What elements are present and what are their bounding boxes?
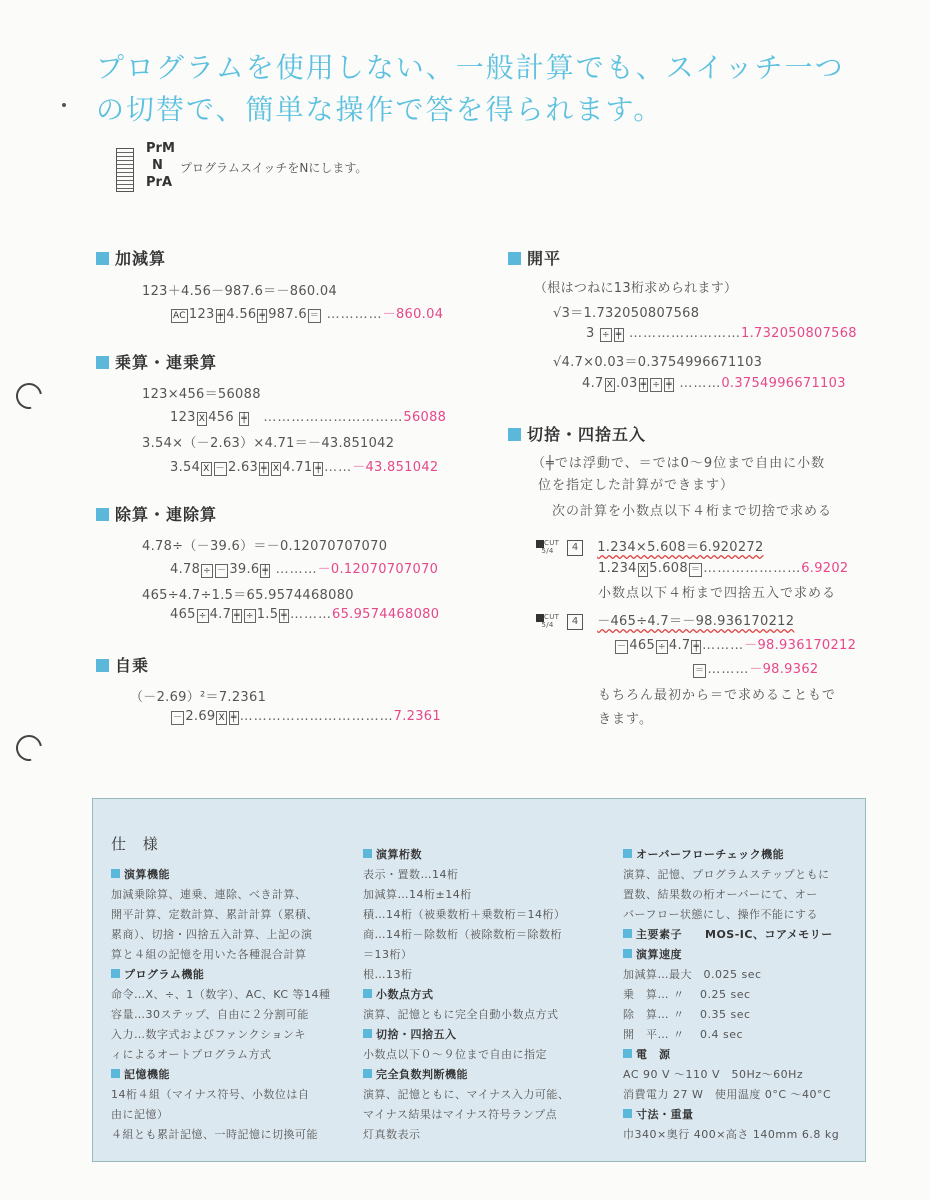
bullet-square-icon <box>363 1069 372 1078</box>
spec-line: 根…13桁 <box>363 968 413 981</box>
spec-line: 演算、記憶ともに完全自動小数点方式 <box>363 1008 559 1021</box>
spec-line: 加減算…14桁±14桁 <box>363 888 472 901</box>
round-text-3: 次の計算を小数点以下４桁まで切捨で求める <box>552 504 833 519</box>
section-title-div: 除算・連除算 <box>96 502 217 525</box>
section-title-round: 切捨・四捨五入 <box>508 422 646 445</box>
equation-sqrt-1: √3＝1.732050807568 <box>553 306 700 321</box>
spec-heading: 演算速度 <box>623 945 863 965</box>
spec-heading: 寸法・重量 <box>623 1105 863 1125</box>
round-text-6: きます。 <box>598 712 653 727</box>
equation-sqrt-2: √4.7×0.03＝0.3754996671103 <box>553 355 763 370</box>
spec-line: 容量…30ステップ、自由に２分割可能 <box>111 1008 309 1021</box>
equation-div-2: 465÷4.7÷1.5＝65.9574468080 <box>142 588 354 603</box>
spec-line: 灯真数表示 <box>363 1128 421 1141</box>
spec-heading: プログラム機能 <box>111 965 351 985</box>
equation-add: 123＋4.56－987.6＝－860.04 <box>142 284 338 299</box>
spec-line: AC 90 V ～110 V 50Hz～60Hz <box>623 1068 804 1081</box>
spec-line: ィによるオートプログラム方式 <box>111 1048 272 1061</box>
spec-heading: 主要素子 MOS-IC、コアメモリー <box>623 925 863 945</box>
result-value: －43.851042 <box>352 460 439 475</box>
keystroke-div-2: 465 ÷ 4.7 ╪ ÷ 1.5 ╪ ………65.9574468080 <box>170 607 440 622</box>
round-text-1: （╪では浮動で、＝では0～9位まで自由に小数 <box>532 456 826 471</box>
spec-line: 由に記憶） <box>111 1108 169 1121</box>
spec-line: 表示・置数…14桁 <box>363 868 459 881</box>
spec-line: 演算、記憶、プログラムステップともに <box>623 868 830 881</box>
spec-heading: オーバーフローチェック機能 <box>623 845 863 865</box>
round-switch-icon: CUT 5/4 <box>536 614 559 629</box>
spec-line: 小数点以下０～９位まで自由に指定 <box>363 1048 547 1061</box>
spec-line: 除 算… 〃 0.35 sec <box>623 1008 751 1021</box>
keystroke-add: AC 123 ╪ 4.56 ╪ 987.6 ＝ …………－860.04 <box>173 307 444 322</box>
spec-heading: 完全負数判断機能 <box>363 1065 603 1085</box>
equation-mul-2: 3.54×（－2.63）×4.71＝－43.851042 <box>142 436 395 451</box>
result-value: －0.12070707070 <box>317 562 439 577</box>
spec-line: ４組とも累計記憶、一時記憶に切換可能 <box>111 1128 318 1141</box>
spec-heading: 演算機能 <box>111 865 351 885</box>
bullet-square-icon <box>623 949 632 958</box>
spec-line: 命令…X、÷、1（数字）、AC、KC 等14種 <box>111 988 331 1001</box>
binder-hole-icon <box>11 378 47 414</box>
program-switch-icon <box>116 148 134 192</box>
binder-hole-icon <box>11 730 47 766</box>
bullet-square-icon <box>623 929 632 938</box>
spec-heading: 切捨・四捨五入 <box>363 1025 603 1045</box>
spec-title: 仕 様 <box>111 835 164 853</box>
bullet-square-icon <box>363 989 372 998</box>
result-value: 6.9202 <box>801 561 849 576</box>
result-value: 7.2361 <box>393 709 441 724</box>
round-mode-row: CUT 5/4 4 －465÷4.7＝－98.936170212 <box>536 610 794 630</box>
keystroke-square: － 2.69 X ╪ ……………………………7.2361 <box>173 709 441 724</box>
spec-column-2 <box>363 845 603 1145</box>
keystroke-mul-2: 3.54 X － 2.63 ╪ X 4.71 ╪ ……－43.851042 <box>170 460 439 475</box>
decimal-four-icon: 4 <box>567 540 583 556</box>
cut-mode-row: CUT 5/4 4 1.234×5.608＝6.920272 <box>536 536 764 556</box>
equation-mul-1: 123×456＝56088 <box>142 387 261 402</box>
keystroke-round-2: － 465 ÷ 4.7 ╪ ………－98.936170212 <box>617 638 857 653</box>
bullet-square-icon <box>111 869 120 878</box>
spec-line: 置数、結果数の桁オーバーにて、オー <box>623 888 818 901</box>
keystroke-round-1: 1.234 X 5.608 ＝ …………………6.9202 <box>598 561 849 576</box>
result-value: －98.9362 <box>749 662 819 677</box>
spec-column-3 <box>623 845 863 1145</box>
spec-line: 演算、記憶ともに、マイナス入力可能、 <box>363 1088 570 1101</box>
cut-switch-icon: CUT 5/4 <box>536 540 559 555</box>
switch-label-n: N <box>152 158 163 173</box>
spec-line: 加減算…最大 0.025 sec <box>623 968 762 981</box>
round-text-5: もちろん最初から＝で求めることもで <box>598 688 837 703</box>
bullet-square-icon <box>623 1109 632 1118</box>
bullet-square-icon <box>623 1049 632 1058</box>
spec-panel <box>92 798 866 1162</box>
result-value: －860.04 <box>382 307 444 322</box>
result-value: 65.9574468080 <box>332 607 440 622</box>
spec-line: 累商）、切捨・四捨五入計算、上記の演 <box>111 928 313 941</box>
spec-line: マイナス結果はマイナス符号ランプ点 <box>363 1108 558 1121</box>
round-text-4: 小数点以下４桁まで四捨五入で求める <box>598 586 837 601</box>
switch-label-prm: PrM <box>146 141 175 156</box>
switch-note: プログラムスイッチをNにします。 <box>180 161 368 175</box>
keystroke-mul-1: 123 X 456 ╪ …………………………56088 <box>170 410 447 425</box>
result-value: 1.732050807568 <box>741 326 857 341</box>
spec-line: 開平計算、定数計算、累計計算（累積、 <box>111 908 318 921</box>
switch-label-pra: PrA <box>146 175 172 190</box>
spec-line: 14桁４組（マイナス符号、小数位は自 <box>111 1088 310 1101</box>
bullet-square-icon <box>623 849 632 858</box>
bullet-square-icon <box>363 1029 372 1038</box>
round-text-2: 位を指定した計算ができます） <box>538 478 735 493</box>
section-title-add: 加減算 <box>96 246 166 269</box>
bullet-square-icon <box>363 849 372 858</box>
decimal-four-icon: 4 <box>567 614 583 630</box>
keystroke-round-3: ＝ ………－98.9362 <box>695 662 819 677</box>
spec-heading: 小数点方式 <box>363 985 603 1005</box>
spec-heading: 演算桁数 <box>363 845 603 865</box>
spec-line: 開 平… 〃 0.4 sec <box>623 1028 744 1041</box>
sqrt-note: （根はつねに13桁求められます） <box>534 281 738 296</box>
section-title-sqrt: 開平 <box>508 246 561 269</box>
result-value: －98.936170212 <box>744 638 857 653</box>
spec-line: 消費電力 27 W 使用温度 0°C ～40°C <box>623 1088 832 1101</box>
keystroke-div-1: 4.78 ÷ － 39.6 ╪ ………－0.12070707070 <box>170 562 439 577</box>
bullet-dot <box>62 103 66 107</box>
spec-line: 入力…数字式およびファンクションキ <box>111 1028 306 1041</box>
equation-div-1: 4.78÷（－39.6）＝－0.12070707070 <box>142 539 388 554</box>
spec-line: 加減乗除算、連乗、連除、べき計算、 <box>111 888 307 901</box>
spec-line: ＝13桁） <box>363 948 413 961</box>
equation-square: （－2.69）²＝7.2361 <box>130 690 267 705</box>
bullet-square-icon <box>111 1069 120 1078</box>
keystroke-sqrt-1: 3 ÷ ╪ ……………………1.732050807568 <box>586 326 857 341</box>
headline-line1: プログラムを使用しない、一般計算でも、スイッチ一つ <box>96 51 845 84</box>
spec-heading: 記憶機能 <box>111 1065 351 1085</box>
spec-column-1 <box>111 865 351 1145</box>
spec-line: 積…14桁（被乗数桁＋乗数桁＝14桁） <box>363 908 566 921</box>
section-title-mul: 乗算・連乗算 <box>96 350 217 373</box>
headline-line2: の切替で、簡単な操作で答を得られます。 <box>96 93 664 126</box>
spec-heading: 電 源 <box>623 1045 863 1065</box>
section-title-square: 自乗 <box>96 653 149 676</box>
keystroke-sqrt-2: 4.7 X .03 ╪ ÷ ╪ ………0.3754996671103 <box>582 376 846 391</box>
bullet-square-icon <box>111 969 120 978</box>
spec-line: 乗 算… 〃 0.25 sec <box>623 988 751 1001</box>
result-value: 56088 <box>403 410 447 425</box>
spec-line: 算と４組の記憶を用いた各種混合計算 <box>111 948 307 961</box>
spec-line: 商…14桁－除数桁（被除数桁＝除数桁 <box>363 928 562 941</box>
spec-line: 巾340×奥行 400×高さ 140mm 6.8 kg <box>623 1128 840 1141</box>
result-value: 0.3754996671103 <box>721 376 846 391</box>
spec-line: バーフロー状態にし、操作不能にする <box>623 908 818 921</box>
